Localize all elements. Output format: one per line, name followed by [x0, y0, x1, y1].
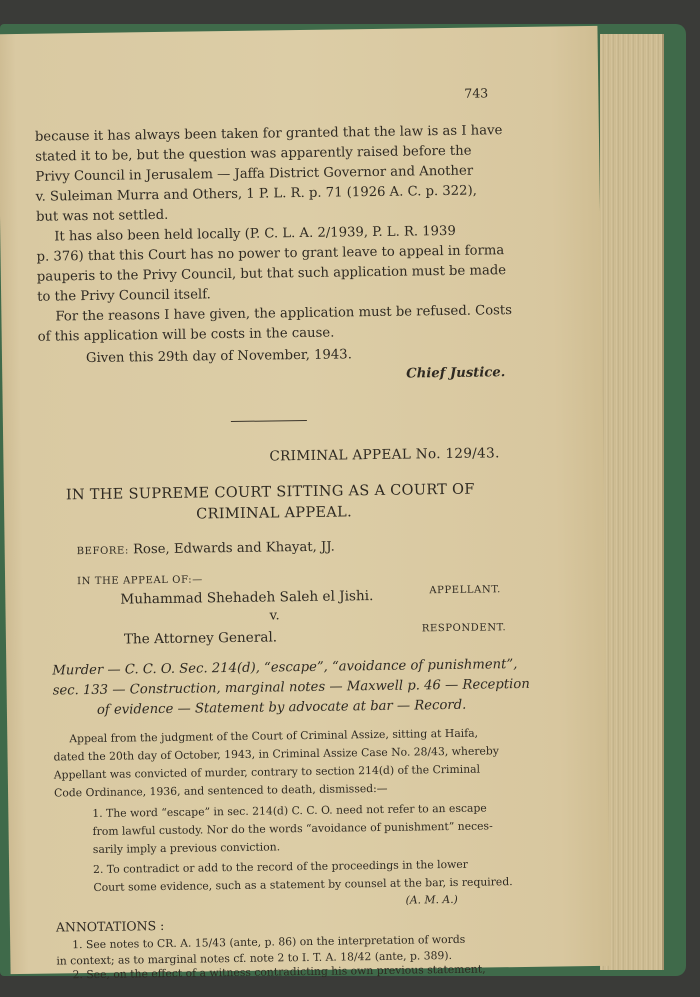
headnote-line: of evidence — Statement by advocate at bar — Record. — [96, 697, 467, 718]
appellant-label: APPELLANT. — [429, 584, 501, 597]
body-line: because it has always been taken for granted that the law is as I have — [34, 123, 503, 145]
appellant-name: Muhammad Shehadeh Saleh el Jishi. — [120, 588, 374, 608]
annotations-heading: ANNOTATIONS : — [55, 917, 165, 935]
section-divider — [231, 420, 307, 422]
court-title-line: CRIMINAL APPEAL. — [196, 504, 353, 523]
summary-line: Appellant was convicted of murder, contrary to section 214(d) of the Criminal — [53, 762, 481, 782]
before-label: BEFORE: — [76, 545, 129, 558]
body-line: Privy Council in Jerusalem — Jaffa District Governor and Another — [35, 163, 474, 185]
annotation-line: 2. See, on the effect of a witness contradicting his own previous statement, — [72, 962, 486, 982]
summary-line: dated the 20th day of October, 1943, in Criminal Assize Case No. 28/43, whereby — [53, 744, 499, 764]
summary-line: from lawful custody. Nor do the words “avoidance of punishment” neces- — [92, 819, 493, 838]
book-page — [0, 26, 611, 982]
summary-line: Appeal from the judgment of the Court of Criminal Assize, sitting at Haifa, — [69, 726, 479, 746]
body-line: stated it to be, but the question was apparently raised before the — [35, 143, 472, 165]
summary-initials: (A. M. A.) — [405, 892, 458, 907]
body-line: but was not settled. — [35, 207, 169, 225]
body-line: p. 376) that this Court has no power to grant leave to appeal in forma — [36, 243, 505, 265]
summary-line: sarily imply a previous conviction. — [92, 840, 281, 856]
page-number: 743 — [464, 85, 489, 101]
court-title-line: IN THE SUPREME COURT SITTING AS A COURT OF — [65, 481, 475, 504]
case-number: CRIMINAL APPEAL No. 129/43. — [269, 445, 500, 465]
respondent-label: RESPONDENT. — [421, 622, 507, 635]
judges: Rose, Edwards and Khayat, JJ. — [132, 539, 335, 558]
body-line: It has also been held locally (P. C. L. A. 2/1939, P. L. R. 1939 — [54, 223, 456, 245]
annotation-line: 1. See notes to CR. A. 15/43 (ante, p. 86) on the interpretation of words — [72, 932, 466, 952]
summary-line: 2. To contradict or add to the record of the proceedings in the lower — [93, 857, 468, 876]
body-line: pauperis to the Privy Council, but that such application must be made — [36, 263, 507, 285]
appeal-of-label: IN THE APPEAL OF:— — [77, 574, 203, 588]
date-line: Given this 29th day of November, 1943. — [85, 347, 352, 367]
body-line: v. Suleiman Murra and Others, 1 P. L. R. p. 71 (1926 A. C. p. 322), — [35, 183, 477, 205]
summary-line: Code Ordinance, 1936, and sentenced to death, dismissed:— — [53, 781, 388, 800]
summary-line: 1. The word “escape” in sec. 214(d) C. C. O. need not refer to an escape — [92, 801, 487, 820]
body-line: For the reasons I have given, the application must be refused. Costs — [55, 303, 513, 325]
before-line — [77, 540, 335, 561]
body-line: to the Privy Council itself. — [37, 287, 211, 305]
versus: v. — [269, 608, 280, 624]
respondent-name: The Attorney General. — [123, 629, 278, 648]
page-edges — [600, 34, 664, 970]
headnote-line: Murder — C. C. O. Sec. 214(d), “escape”, “avoidance of punishment”, — [52, 657, 518, 679]
headnote-line: sec. 133 — Construction, marginal notes — Maxwell p. 46 — Reception — [52, 676, 530, 699]
annotation-line: in context; as to marginal notes cf. note 2 to I. T. A. 18/42 (ante, p. 389). — [56, 948, 453, 968]
signature: Chief Justice. — [406, 365, 506, 382]
body-line: of this application will be costs in the cause. — [37, 325, 335, 345]
summary-line: Court some evidence, such as a statement by counsel at the bar, is required. — [93, 875, 513, 894]
